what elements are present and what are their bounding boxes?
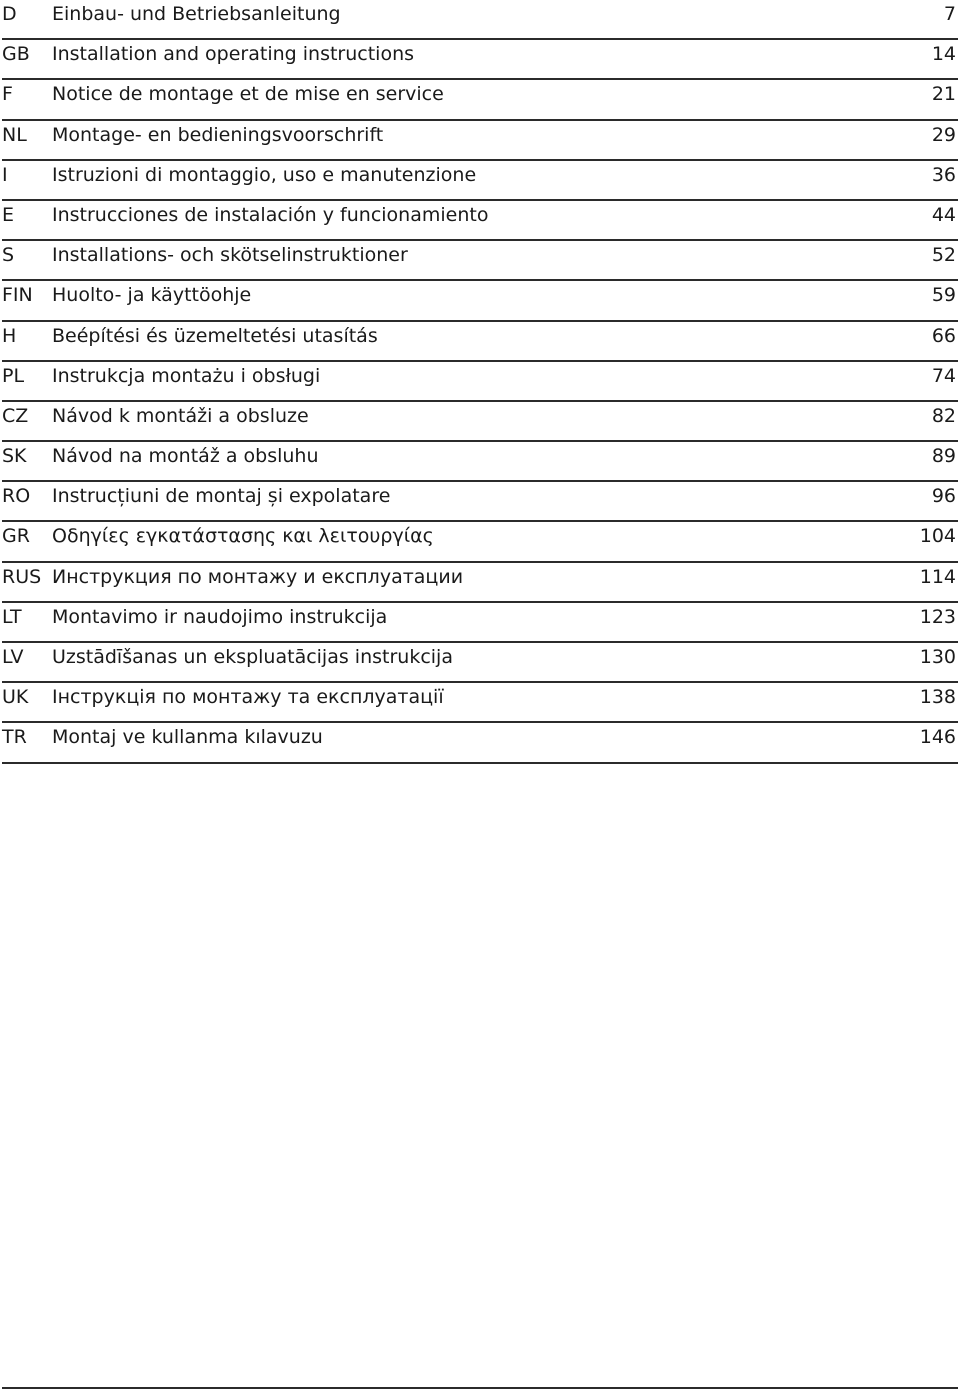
document-title: Einbau- und Betriebsanleitung — [52, 3, 341, 25]
language-code: LT — [2, 605, 22, 628]
language-code: D — [2, 3, 17, 25]
language-code: PL — [2, 364, 25, 387]
page-number: 66 — [931, 324, 956, 347]
language-code: SK — [2, 445, 27, 468]
language-code: NL — [2, 123, 27, 146]
language-code: S — [2, 244, 15, 267]
toc-row[interactable] — [2, 482, 958, 522]
toc-row[interactable] — [2, 281, 958, 321]
document-title: Montage- en bedieningsvoorschrift — [52, 123, 384, 146]
toc-row[interactable] — [2, 0, 958, 40]
language-code: FIN — [2, 284, 33, 307]
toc-row[interactable] — [2, 80, 958, 120]
document-title: Návod na montáž a obsluhu — [52, 445, 319, 468]
table-of-contents — [2, 0, 958, 764]
language-code: LV — [2, 646, 24, 668]
bottom-divider — [2, 1387, 958, 1389]
document-title: Istruzioni di montaggio, uso e manutenzione — [52, 163, 477, 186]
page-number: 7 — [943, 3, 956, 25]
document-title: Návod k montáži a obsluze — [52, 404, 309, 427]
document-title: Οδηγίες εγκατάστασης και λειτουργίας — [52, 525, 434, 548]
language-code: GR — [2, 525, 30, 548]
language-code: GB — [2, 43, 30, 66]
page-number: 89 — [931, 445, 956, 468]
document-title: Montaj ve kullanma kılavuzu — [52, 726, 323, 749]
toc-row[interactable] — [2, 643, 958, 683]
document-title: Beépítési és üzemeltetési utasítás — [52, 324, 378, 347]
page-number: 123 — [919, 605, 956, 628]
language-code: UK — [2, 686, 29, 709]
document-title: Montavimo ir naudojimo instrukcija — [52, 605, 388, 628]
page-number: 44 — [931, 203, 956, 226]
toc-row[interactable] — [2, 563, 958, 603]
toc-row[interactable] — [2, 723, 958, 763]
page-number: 104 — [919, 525, 956, 548]
language-code: E — [2, 203, 15, 226]
page-number: 21 — [931, 83, 956, 106]
language-code: RUS — [2, 565, 42, 588]
toc-row[interactable] — [2, 683, 958, 723]
document-title: Installation and operating instructions — [52, 43, 415, 66]
page-number: 14 — [931, 43, 956, 66]
page-number: 29 — [931, 123, 956, 146]
document-title: Instrukcja montażu i obsługi — [52, 364, 321, 387]
page-number: 59 — [931, 284, 956, 307]
toc-row[interactable] — [2, 121, 958, 161]
toc-row[interactable] — [2, 402, 958, 442]
page-number: 146 — [919, 726, 956, 749]
language-code: RO — [2, 485, 31, 508]
toc-row[interactable] — [2, 40, 958, 80]
document-title: Instrucțiuni de montaj și expolatare — [52, 485, 391, 508]
document-title: Installations- och skötselinstruktioner — [52, 244, 408, 267]
page-number: 36 — [931, 163, 956, 186]
language-code: F — [2, 83, 13, 106]
document-title: Uzstādīšanas un ekspluatācijas instrukcija — [52, 646, 453, 668]
page-number: 96 — [931, 485, 956, 508]
page-number: 82 — [931, 404, 956, 427]
toc-row[interactable] — [2, 603, 958, 643]
language-code: CZ — [2, 404, 29, 427]
language-code: TR — [2, 726, 27, 749]
document-title: Інструкція по монтажу та експлуатації — [52, 686, 444, 709]
document-title: Notice de montage et de mise en service — [52, 83, 444, 106]
toc-row[interactable] — [2, 522, 958, 562]
page-number: 114 — [919, 565, 956, 588]
page-number: 138 — [919, 686, 956, 709]
toc-row[interactable] — [2, 322, 958, 362]
document-title: Instrucciones de instalación y funcionamiento — [52, 203, 489, 226]
document-title: Инструкция по монтажу и експлуатации — [52, 565, 464, 588]
toc-row[interactable] — [2, 201, 958, 241]
toc-row[interactable] — [2, 241, 958, 281]
language-code: I — [2, 163, 8, 186]
page-number: 74 — [931, 364, 956, 387]
page-number: 52 — [931, 244, 956, 267]
document-title: Huolto- ja käyttöohje — [52, 284, 252, 307]
language-code: H — [2, 324, 17, 347]
page-number: 130 — [919, 646, 956, 668]
toc-row[interactable] — [2, 161, 958, 201]
toc-row[interactable] — [2, 442, 958, 482]
toc-row[interactable] — [2, 362, 958, 402]
